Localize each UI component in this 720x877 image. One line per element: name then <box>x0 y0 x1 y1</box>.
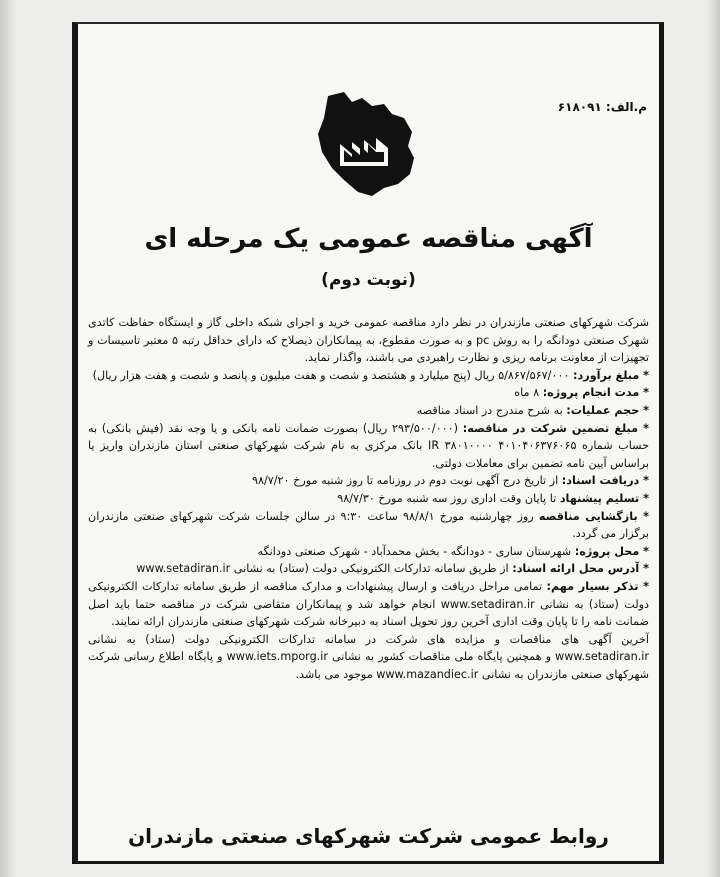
address-label: * آدرس محل ارائه اسناد: <box>512 562 649 576</box>
submit-label: * تسلیم پیشنهاد <box>559 491 649 505</box>
reference-number: م.الف: ۶۱۸۰۹۱ <box>557 100 647 114</box>
guarantee-line <box>88 420 649 473</box>
reminder-label: * تذکر بسیار مهم: <box>546 579 649 593</box>
scan-edge-right <box>706 0 720 877</box>
notice-body <box>88 314 649 683</box>
guarantee-value: (۲۹۳/۵۰۰/۰۰۰ ریال) بصورت ضمانت نامه بانکی و یا وجه نقد (فیش بانکی) به حساب شماره ۴۰۱۰۴۰۶۳۷۶۰۶۵ IR ۳۸۰۱۰۰۰۰ بانک مرکزی به نام شرکت شهرکهای صنعتی استان مازندران واریز یا براساس آیین نامه تضمین برای معاملات دولتی. <box>88 421 649 470</box>
volume-label: * حجم عملیات: <box>566 403 649 417</box>
reminder-line <box>88 578 649 631</box>
industrial-estates-logo <box>314 88 418 200</box>
notice-title: آگهی مناقصه عمومی یک مرحله ای <box>144 224 593 254</box>
reminder-value: تمامی مراحل دریافت و ارسال پیشنهادات و مدارک مناقصه از طریق سامانه تدارکات الکترونیکی دولت (ستاد) به نشانی www.setadiran.ir انجام خواهد شد و پیمانکاران متقاضی شرکت در مناقصه حتما باید اصل ضمانت نامه را تا پایان وقت اداری آخرین روز تحویل اسناد به دبیرخانه شرکت شهرکهای صنعتی مازندران ارائه نمایند. <box>88 579 649 629</box>
volume-value: به شرح مندرج در اسناد مناقصه <box>416 403 563 417</box>
submit-value: تا پایان وقت اداری روز سه شنبه مورخ ۹۸/۷/۳۰ <box>337 491 557 505</box>
location-line <box>88 543 649 561</box>
address-line <box>88 560 649 578</box>
opening-label: * بازگشایی مناقصه <box>538 509 650 523</box>
notice-inner <box>78 24 659 861</box>
duration-label: * مدت انجام پروژه: <box>542 386 649 400</box>
opening-value: روز چهارشنبه مورخ ۹۸/۸/۱ ساعت ۹:۳۰ در سالن جلسات شرکت شهرکهای صنعتی مازندران برگزار می گردد. <box>88 509 649 541</box>
notice-subtitle: (نوبت دوم) <box>321 270 416 290</box>
guarantee-label: * مبلغ تضمین شرکت در مناقصه: <box>462 421 649 435</box>
duration-value: ۸ ماه <box>514 386 540 400</box>
closing-paragraph: آخرین آگهی های مناقصات و مزایده های شرکت در سامانه تدارکات الکترونیکی دولت (ستاد) به نشانی www.setadiran.ir و همچنین پایگاه ملی مناقصات کشور به نشانی www.iets.mporg.ir و پایگاه اطلاع رسانی شرکت شهرکهای صنعتی مازندران به نشانی www.mazandiec.ir موجود می باشد. <box>88 632 649 681</box>
estimate-value: ۵/۸۶۷/۵۶۷/۰۰۰ ریال (پنج میلیارد و هشتصد و شصت و هفت میلیون و پانصد و شصت و هفت هزار ریال) <box>92 368 570 382</box>
duration-line <box>88 384 649 402</box>
estimate-label: * مبلغ برآورد: <box>573 368 649 382</box>
receive-value: از تاریخ درج آگهی نوبت دوم در روزنامه تا روز شنبه مورخ ۹۸/۷/۲۰ <box>251 474 559 488</box>
receive-line <box>88 472 649 490</box>
estimate-line <box>88 367 649 385</box>
scan-edge-left <box>0 0 18 877</box>
receive-label: * دریافت اسناد: <box>561 474 649 488</box>
notice-footer: روابط عمومی شرکت شهرکهای صنعتی مازندران <box>128 824 609 848</box>
submit-line <box>88 490 649 508</box>
location-label: * محل پروژه: <box>574 544 649 558</box>
volume-line <box>88 402 649 420</box>
opening-line <box>88 508 649 543</box>
address-value: از طریق سامانه تدارکات الکترونیکی دولت (ستاد) به نشانی www.setadiran.ir <box>136 562 509 576</box>
notice-sheet <box>72 22 664 864</box>
location-value: شهرستان ساری - دودانگه - بخش محمدآباد - شهرک صنعتی دودانگه <box>257 544 572 558</box>
intro-paragraph: شرکت شهرکهای صنعتی مازندران در نظر دارد مناقصه عمومی خرید و اجرای شبکه داخلی گاز و ایستگاه حفاظت کاتدی شهرک صنعتی دودانگه را به روش pc و به صورت مقطوع، به پیمانکاران ذیصلاح که دارای حداقل رتبه ۵ معتبر تاسیسات و تجهیزات از معاونت برنامه ریزی و نظارت راهبردی می باشند، واگذار نماید. <box>88 316 649 365</box>
